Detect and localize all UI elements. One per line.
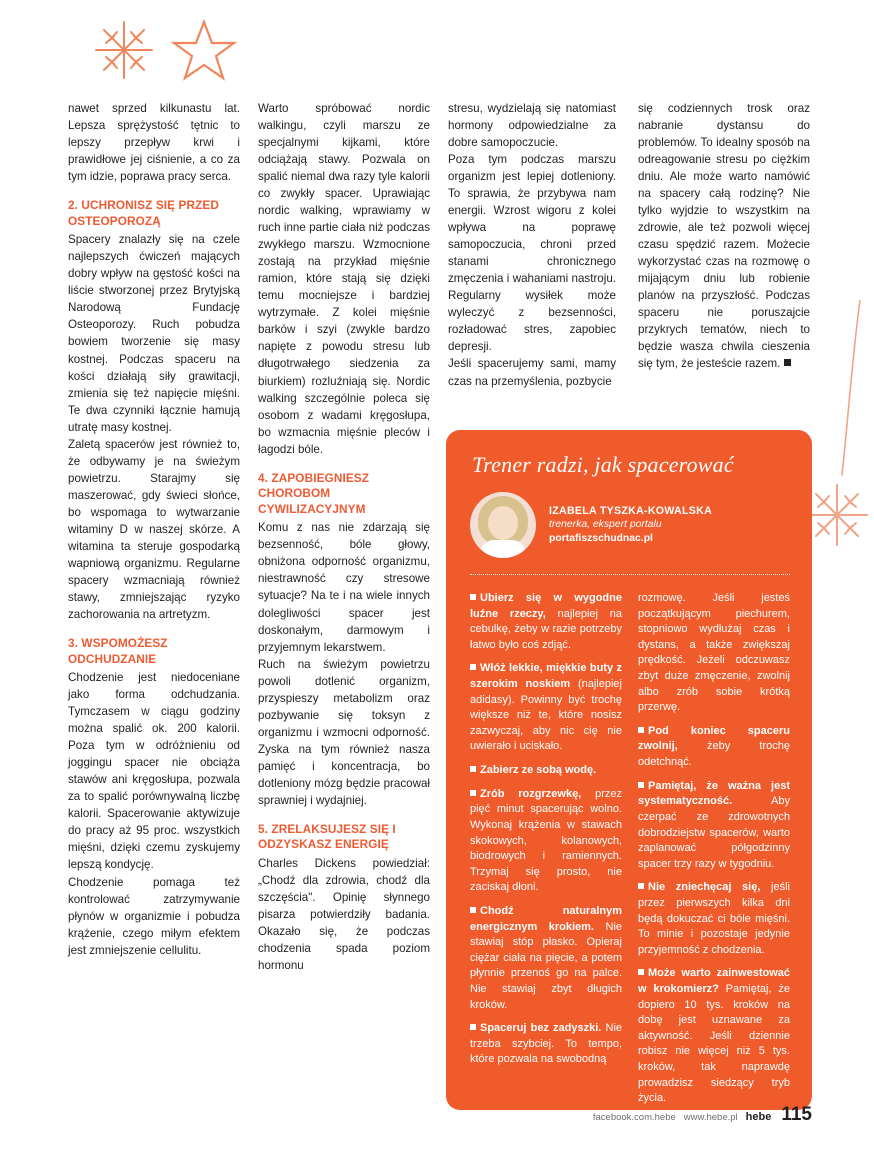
tip-item [470,1021,622,1068]
paragraph: stresu, wydzielają się natomiast hormony odpowiedzialne za dobre samopoczucie. [448,102,616,150]
tip-bold: Może warto zainwestować w krokomierz? [638,967,790,996]
bullet-icon [638,883,644,889]
paragraph [638,100,810,373]
tip-text: przez pięć minut spacerując wolno. Wykonaj krążenia w stawach skokowych, kolanowych, biodrowych i ramiennych. Trzymaj się prosto, nie zaciskaj dłoni. [470,787,622,894]
paragraph: Jeśli spacerujemy sami, mamy czas na przemyślenia, pozbycie [448,357,616,388]
tip-item [470,661,622,755]
paragraph: Chodzenie jest niedoceniane jako forma odchudzania. Tymczasem w ciągu godziny można spalić ok. 200 kalorii. Poza tym w odróżnieniu od joggingu spacer nie obciąża stawów ani kręgosłupa, pozwala za to spalić porównywalną liczbę kalorii. Spacerowanie aktywizuje do pracy aż 95 proc. wszystkich mięśni, dzięki czemu zyskujemy lepszą kondycję. [68,671,240,872]
snowflake-star-ornament [84,10,274,90]
section-heading-2: 2. UCHRONISZ SIĘ PRZED OSTEOPOROZĄ [68,198,219,228]
tip-text: Nie trzeba szybciej. To tempo, które pozwala na swobodną [470,1022,623,1066]
bullet-icon [470,907,476,913]
avatar-body [480,540,526,558]
tip-text: rozmowę. Jeśli jesteś początkującym piechurem, stopniowo wydłużaj czas i dystans, a także zwiększaj prędkość. Jeżeli odczuwasz zbyt duże zmęczenie, zwolnij albo zrób sobie krótką przerwę. [638,592,790,714]
tip-item [638,880,790,958]
tip-bold: Zrób rozgrzewkę, [480,787,582,800]
tip-text: żeby trochę odetchnąć. [638,740,790,769]
section-heading-4: 4. ZAPOBIEGNIESZ CHOROBOM CYWILIZACYJNYM [258,470,370,516]
bullet-icon [638,727,644,733]
paragraph-text: się codziennych trosk oraz nabranie dystansu do problemów. To idealny sposób na odreagowanie stresu po ciężkim dniu. Ale może warto namówić na spacery całą rodzinę? Nie tylko wyjdzie to wszystkim na zdrowie, ale też pozwoli więcej czasu spędzić razem. Możecie wykorzystać czas na rozmowę o mijającym dniu lub robienie planów na przyszłość. Podczas spaceru nie poruszajcie przykrych tematów, niech to będzie wasza chwila cieszenia się tym, że jesteście razem. [638,102,810,371]
text-column-2 [258,100,430,974]
tip-bold: Pod koniec spaceru zwolnij, [638,724,790,753]
paragraph: Ruch na świeżym powietrzu powoli dotlenić organizm, przyspieszy metabolizm oraz pozbywanie się toksyn z organizmu i wzmocni odporność. Zyska na tym również nasza pamięć i koncentracja, bo dotleniony mózg będzie pracował sprawniej i wydajniej. [258,657,430,807]
text-column-1 [68,100,240,959]
tip-text: Aby czerpać ze zdrowotnych dobrodziejstw spacerów, warto zaplanować półgodzinny spacer trzy razy w tygodniu. [638,795,790,870]
bullet-icon [638,782,644,788]
paragraph: Komu z nas nie zdarzają się bezsenność, bóle głowy, obniżona odporność organizmu, niestrawność czy stresowe sytuacje? Na te i na wiele innych dolegliwości spacer jest doskonałym, darmowym i przyjemnym lekarstwem. [258,521,430,654]
tip-bold: Zabierz ze sobą wodę. [480,764,597,777]
tip-text: Nie stawiaj stóp płasko. Opieraj ciężar ciała na pięcie, a potem płynnie przenoś go na palce. Nie stawiaj zbyt długich kroków. [470,920,622,1011]
tips-column-right [638,591,790,1110]
tip-bold: Spaceruj bez zadyszki. [480,1022,602,1035]
trainer-advice-box [446,430,812,1110]
tip-item [470,591,622,653]
tip-bold: Pamiętaj, że ważna jest systematyczność. [638,779,790,808]
tip-bold: Włóż lekkie, miękkie buty z szerokim noskiem [470,662,622,691]
tip-item [470,787,622,896]
text-column-3 [448,100,616,390]
section-heading-5: 5. ZRELAKSUJESZ SIĘ I ODZYSKASZ ENERGIĘ [258,821,396,852]
tip-item [470,904,622,1013]
tip-item [638,724,790,771]
bullet-icon [470,766,476,772]
footer-brand: hebe [745,1111,772,1123]
tip-text: najlepiej na cebulkę, żeby w razie potrzeby łatwo było coś zdjąć. [470,607,622,651]
page-footer [593,1104,812,1126]
bullet-icon [470,790,476,796]
paragraph: nawet sprzed kilkunastu lat. Lepsza sprężystość tętnic to lepszy przepływ krwi i prawidłowe jej ciśnienie, a co za tym idzie, poprawa pracy serca. [68,102,240,184]
paragraph: Poza tym podczas marszu organizm jest lepiej dotleniony. To sprawia, że przybywa nam energii. Wzrost wigoru z kolei wpływa na poprawę samopoczucia, chroni przed stanami chronicznego zmęczenia i wahaniami nastroju. Regularny wysiłek może wyleczyć z bezsenności, rozładować stres, zapobiec depresji. [448,153,616,354]
bullet-icon [470,664,476,670]
paragraph: Warto spróbować nordic walkingu, czyli marszu ze specjalnymi kijkami, które odciążają stawy. Pozwala on spalić niemal dwa razy tyle kalorii co zwykły spacer. Uprawiając nordic walking, wprawiamy w ruch inne partie ciała niż podczas zwykłego marszu. Wzmocnione zostają na przykład mięśnie ramion, które stają się dzięki temu mocniejsze i bardziej wytrzymałe. Z kolei mięśnie barków i szyi (zwykle bardzo napięte z powodu stresu lub długotrwałego siedzenia za biurkiem) rozluźniają się. Nordic walking szczególnie poleca się osobom z wadami kręgosłupa, bo wzmacnia mięśnie pleców i łagodzi bóle. [258,102,430,456]
expert-website[interactable]: portafiszschudnac.pl [549,533,653,545]
tip-bold: Chodź naturalnym energicznym krokiem. [470,904,622,933]
footer-website[interactable]: www.hebe.pl [683,1112,738,1123]
footer-facebook[interactable]: facebook.com.hebe [592,1112,676,1123]
paragraph: Spacery znalazły się na czele najlepszych ćwiczeń mających dobry wpływ na gęstość kości na liście stworzonej przez Brytyjską Narodową Fundację Osteoporozy. Ruch pobudza bowiem tworzenie się masy kostnej. Podczas spaceru na kości działają siły grawitacji, zmienia się też napięcie mięśni. Te dwa czynniki łącznie hamują utratę masy kostnej. [68,233,240,434]
tip-item [638,966,790,1106]
tip-text: Pamiętaj, że dopiero 10 tys. kroków na dobę jest uznawane za aktywność. Jeśli dziennie robisz nie więcej niż 5 tys. kroków, tak naprawdę prowadzisz siedzący tryb życia. [638,983,790,1105]
paragraph: Charles Dickens powiedział: „Chodź dla zdrowia, chodź dla szczęścia". Opinię słynnego pisarza potwierdziły badania. Okazało się, że podczas chodzenia spada poziom hormonu [258,857,430,973]
trainer-box-title: Trener radzi, jak spacerować [472,452,734,477]
text-column-4 [638,100,810,373]
tip-bold: Nie zniechęcaj się, [648,881,761,894]
paragraph: Chodzenie pomaga też kontrolować zatrzymywanie płynów w organizmie i pobudza krążenie, czego miłym efektem jest zmniejszenie cellulitu. [68,875,240,957]
section-heading-3: 3. WSPOMOŻESZ ODCHUDZANIE [68,636,168,666]
tip-text: jeśli przez pierwszych kilka dni będą dokuczać ci bóle mięśni. To minie i pozostaje jedynie przyjemność z chodzenia. [638,881,791,956]
tip-item [638,779,790,873]
expert-name: IZABELA TYSZKA-KOWALSKA [549,504,713,517]
end-of-article-square [784,359,791,366]
paragraph: Zaletą spacerów jest również to, że odbywamy je na świeżym powietrzu. Starajmy się maszerować, gdy świeci słońce, bo wspomaga to wytwarzanie witaminy D w naszej skórze. A witamina ta steruje gospodarką wapniową organizmu. Regularne spacery wzmacniają również stawy, zmniejszając ryzyko zachorowania na artretyzm. [68,437,240,621]
bullet-icon [470,594,476,600]
expert-role: trenerka, ekspert portalu [549,519,662,531]
bullet-icon [638,969,644,975]
tip-bold: Ubierz się w wygodne luźne rzeczy, [470,592,622,620]
tips-container [446,575,812,1110]
bullet-icon [470,1024,476,1030]
avatar-face [488,506,518,540]
tip-text: (najlepiej adidasy). Powinny być trochę większe niż te, które nosisz zazwyczaj, aby nic cię nie uwierało i uciskało. [470,678,622,753]
tips-column-left [470,591,622,1110]
expert-meta [549,504,712,546]
avatar [470,492,536,558]
tip-item-continuation [638,591,790,716]
expert-profile [446,478,812,558]
page-number: 115 [781,1104,812,1125]
tip-item [470,763,622,779]
